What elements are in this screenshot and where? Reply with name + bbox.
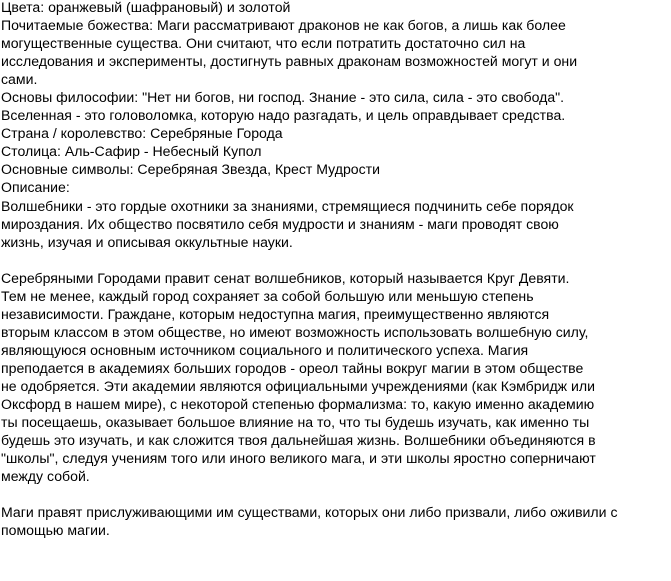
- text-line: Основы философии: "Нет ни богов, ни господ. Знание - это сила, сила - это свобода".: [1, 89, 565, 106]
- text-line: Описание:: [1, 179, 70, 196]
- text-line: могущественные существа. Они считают, что если потратить достаточно сил на: [1, 35, 526, 52]
- text-line: не одобряется. Эти академии являются официальными учреждениями (как Кэмбридж или: [1, 377, 595, 394]
- text-line: исследования и эксперименты, достигнуть равных драконам возможностей могут и они: [1, 53, 578, 70]
- text-line: жизнь, изучая и описывая оккультные науки.: [1, 233, 293, 250]
- text-line: Почитаемые божества: Маги рассматривают драконов не как богов, а лишь как более: [1, 17, 566, 34]
- text-line: помощью магии.: [1, 522, 110, 539]
- document-body: [1, 0, 669, 539]
- text-line: вторым классом в этом обществе, но имеют возможность использовать волшебную силу,: [1, 323, 589, 340]
- blank-line: [1, 251, 669, 269]
- text-line: Цвета: оранжевый (шафрановый) и золотой: [1, 0, 291, 15]
- text-line: сами.: [1, 71, 38, 88]
- text-line: преподается в академиях больших городов - ореол тайны вокруг магии в этом обществе: [1, 359, 584, 376]
- text-line: Вселенная - это головоломка, которую надо разгадать, и цель оправдывает средства.: [1, 107, 566, 124]
- blank-line: [1, 485, 669, 503]
- text-line: мироздания. Их общество посвятило себя мудрости и знаниям - маги проводят свою: [1, 215, 559, 232]
- text-line: независимости. Граждане, которым недоступна магия, преимущественно являются: [1, 305, 550, 322]
- text-line: Страна / королевство: Серебряные Города: [1, 125, 283, 142]
- text-line: "школы", следуя учениям того или иного великого мага, и эти школы яростно соперничают: [1, 450, 596, 467]
- text-line: Оксфорд в нашем мире), с некоторой степенью формализма: то, какую именно академию: [1, 396, 595, 413]
- text-line: между собой.: [1, 468, 90, 485]
- text-line: Столица: Аль-Сафир - Небесный Купол: [1, 143, 262, 160]
- text-line: Серебряными Городами правит сенат волшебников, который называется Круг Девяти.: [1, 269, 570, 286]
- text-line: ты посещаешь, оказывает большое влияние на то, что ты будешь изучать, как именно ты: [1, 414, 590, 431]
- text-line: Основные символы: Серебряная Звезда, Крест Мудрости: [1, 161, 380, 178]
- text-line: Волшебники - это гордые охотники за знаниями, стремящиеся подчинить себе порядок: [1, 197, 574, 214]
- text-line: Тем не менее, каждый город сохраняет за собой большую или меньшую степень: [1, 287, 534, 304]
- text-line: будешь это изучать, и как сложится твоя дальнейшая жизнь. Волшебники объединяются в: [1, 432, 596, 449]
- text-line: Маги правят прислуживающими им существами, которых они либо призвали, либо оживили с: [1, 504, 618, 521]
- text-line: являющуюся основным источником социального и политического успеха. Магия: [1, 341, 529, 358]
